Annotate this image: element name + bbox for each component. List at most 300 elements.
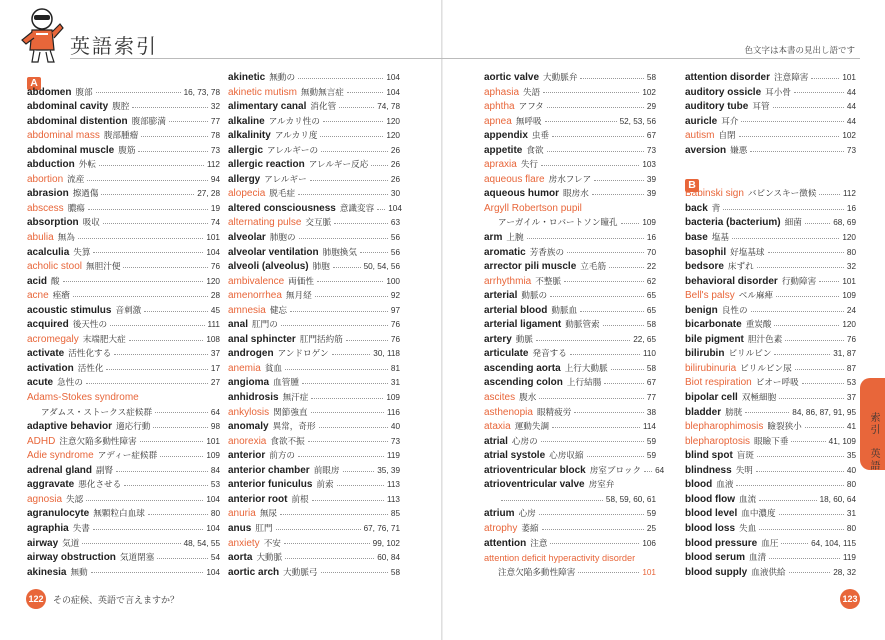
entry-pages: 84, 86, 87, 91, 95 — [792, 407, 856, 417]
index-entry — [228, 391, 400, 406]
leader-dots — [82, 543, 180, 544]
entry-japanese: 血管腫 — [273, 378, 299, 389]
entry-english: bicarbonate — [685, 319, 742, 331]
leader-dots — [774, 325, 839, 326]
entry-english: blepharoptosis — [685, 435, 751, 447]
entry-english: abdominal muscle — [27, 144, 115, 156]
entry-english: ataxia — [484, 421, 511, 433]
entry-japanese: 芳香族の — [529, 247, 565, 258]
leader-dots — [785, 340, 844, 341]
entry-pages: 76 — [390, 334, 400, 344]
leader-dots — [604, 383, 644, 384]
entry-pages: 120 — [842, 233, 856, 243]
entry-pages: 58 — [646, 73, 656, 82]
index-entry — [228, 420, 400, 435]
index-entry — [228, 507, 400, 522]
entry-pages: 113 — [386, 494, 400, 504]
entry-japanese: 注意欠陥多動性障害 — [59, 436, 137, 447]
entry-english: activate — [27, 348, 65, 360]
entry-english: anorexia — [228, 435, 267, 447]
entry-japanese: 房室ブロック — [589, 465, 642, 476]
entry-japanese: 無動の — [269, 73, 296, 83]
index-entry — [228, 333, 400, 348]
entry-japanese: 失算 — [73, 247, 91, 258]
leader-dots — [106, 369, 207, 370]
entry-japanese: 腹腔 — [112, 102, 130, 113]
entry-pages: 64 — [210, 407, 220, 417]
entry-japanese: アーガイル・ロバートソン瞳孔 — [498, 218, 618, 229]
entry-pages: 78 — [210, 131, 220, 141]
entry-english: aphtha — [484, 101, 515, 113]
header-divider — [70, 58, 860, 59]
entry-pages: 74, 78 — [377, 102, 400, 112]
entry-pages: 87 — [846, 363, 856, 373]
leader-dots — [132, 107, 208, 108]
leader-dots — [280, 514, 388, 515]
index-entry — [685, 333, 856, 348]
entry-japanese: 自閉 — [718, 131, 736, 142]
entry-pages: 58 — [646, 363, 656, 373]
entry-english: abrasion — [27, 188, 69, 200]
entry-pages: 70 — [646, 247, 656, 257]
entry-english: bile pigment — [685, 333, 744, 345]
leader-dots — [321, 151, 388, 152]
leader-dots — [114, 354, 208, 355]
entry-english: anus — [228, 522, 252, 534]
entry-pages: 37 — [846, 393, 856, 403]
leader-dots — [794, 92, 844, 93]
entry-pages: 17 — [210, 363, 220, 373]
index-entry — [27, 420, 220, 435]
entry-japanese: 擦過傷 — [72, 189, 99, 200]
entry-pages: 101 — [842, 276, 856, 286]
entry-japanese: 肺胞 — [312, 262, 330, 273]
index-entry — [484, 173, 656, 188]
entry-english: aortic arch — [228, 566, 280, 578]
leader-dots — [550, 543, 639, 544]
entry-pages: 109 — [842, 291, 856, 301]
index-entry — [685, 391, 856, 406]
index-entry — [484, 129, 656, 144]
leader-dots — [73, 296, 208, 297]
leader-dots — [745, 412, 789, 413]
index-entry — [228, 493, 400, 508]
index-entry — [685, 275, 856, 290]
index-entry — [27, 566, 220, 581]
entry-japanese: アレルギーの — [267, 145, 319, 156]
entry-english: airway — [27, 537, 59, 549]
index-entry — [27, 318, 220, 333]
entry-japanese: 耳管 — [752, 102, 770, 113]
entry-english: anterior root — [228, 493, 288, 505]
leader-dots — [339, 107, 374, 108]
leader-dots — [543, 92, 639, 93]
index-entry — [27, 173, 220, 188]
entry-japanese: 失明 — [735, 465, 753, 476]
entry-english: basophil — [685, 246, 727, 258]
entry-pages: 39 — [646, 174, 656, 184]
entry-english: Biot respiration — [685, 377, 752, 389]
index-entry — [27, 464, 220, 479]
entry-pages: 40 — [846, 465, 856, 475]
header-note: 色文字は本書の見出し語です — [744, 46, 855, 56]
entry-english: blindness — [685, 464, 732, 476]
index-entry — [27, 333, 220, 348]
index-entry — [27, 275, 220, 290]
entry-japanese: 上行大動脈 — [564, 363, 608, 374]
leader-dots — [779, 514, 844, 515]
entry-pages: 101 — [206, 233, 220, 243]
entry-english: anterior — [228, 450, 266, 462]
leader-dots — [552, 136, 644, 137]
entry-english: aromatic — [484, 246, 526, 258]
entry-japanese: 急性の — [57, 378, 83, 389]
entry-pages: 31, 87 — [833, 349, 856, 359]
index-entry — [27, 216, 220, 231]
entry-pages: 48, 54, 55 — [183, 538, 220, 548]
entry-english: abdomen — [27, 86, 72, 98]
index-entry — [685, 115, 856, 130]
entry-english: aversion — [685, 144, 727, 156]
entry-pages: 109 — [386, 393, 400, 403]
index-entry — [228, 187, 400, 202]
leader-dots — [347, 92, 383, 93]
entry-english: Adams-Stokes syndrome — [27, 392, 139, 404]
entry-english: ascending aorta — [484, 362, 561, 374]
entry-pages: 101 — [842, 73, 856, 82]
index-column-4 — [685, 71, 856, 580]
entry-pages: 53 — [210, 480, 220, 490]
index-entry — [484, 449, 656, 464]
leader-dots — [609, 267, 644, 268]
leader-dots — [592, 194, 644, 195]
entry-pages: 58 — [390, 567, 400, 577]
entry-english: bilirubin — [685, 348, 725, 360]
entry-japanese: アディー症候群 — [97, 451, 158, 462]
entry-english: acid — [27, 275, 48, 287]
entry-japanese: 注意 — [530, 538, 548, 549]
entry-english: anomaly — [228, 421, 269, 433]
entry-japanese: 腹部膨満 — [131, 116, 166, 127]
entry-english: base — [685, 232, 708, 244]
entry-japanese: 腹水 — [519, 393, 537, 404]
entry-pages: 54 — [210, 553, 220, 563]
leader-dots — [539, 398, 644, 399]
leader-dots — [91, 572, 204, 573]
leader-dots — [723, 209, 843, 210]
index-entry — [685, 566, 856, 581]
book-spine — [441, 0, 443, 640]
entry-japanese: アダムス・ストークス症候群 — [41, 407, 153, 418]
entry-japanese: 外転 — [78, 160, 96, 171]
entry-english: ascending colon — [484, 377, 563, 389]
entry-japanese: 音刺激 — [115, 305, 142, 316]
entry-japanese: ベル麻痺 — [738, 291, 774, 302]
index-entry — [27, 493, 220, 508]
entry-english: abortion — [27, 173, 64, 185]
entry-pages: 112 — [842, 189, 856, 199]
entry-japanese: 耳小骨 — [765, 87, 791, 98]
entry-japanese: 末端肥大症 — [82, 334, 126, 345]
leader-dots — [802, 383, 844, 384]
entry-pages: 80 — [210, 509, 220, 519]
index-entry — [27, 202, 220, 217]
leader-dots — [547, 151, 644, 152]
leader-dots — [319, 427, 388, 428]
leader-dots — [550, 296, 644, 297]
entry-japanese: 気道 — [62, 538, 80, 549]
entry-pages: 67 — [646, 131, 656, 141]
entry-japanese: 食欲不振 — [270, 436, 305, 447]
index-entry — [685, 449, 856, 464]
entry-english: alveoli (alveolus) — [228, 261, 309, 273]
index-entry — [685, 129, 856, 144]
entry-japanese: 立毛筋 — [580, 262, 607, 273]
index-entry — [484, 376, 656, 391]
entry-pages: 62 — [646, 276, 656, 286]
entry-english: amenorrhea — [228, 290, 282, 302]
leader-dots — [819, 194, 840, 195]
index-entry — [228, 318, 400, 333]
leader-dots — [101, 194, 194, 195]
entry-pages: 74 — [210, 218, 220, 228]
entry-japanese: 好塩基球 — [730, 247, 765, 258]
entry-english: ankylosis — [228, 406, 270, 418]
entry-japanese: 食欲 — [526, 145, 544, 156]
entry-japanese: 無顆粒白血球 — [93, 509, 145, 520]
entry-pages: 27 — [210, 378, 220, 388]
entry-japanese: 眼房水 — [563, 189, 589, 200]
entry-pages: 65 — [646, 305, 656, 315]
entry-english: aqueous flare — [484, 173, 545, 185]
leader-dots — [621, 223, 640, 224]
index-entry — [685, 464, 856, 479]
index-entry — [27, 86, 220, 101]
entry-japanese: 肺胞の — [269, 233, 296, 244]
entry-english: ambivalence — [228, 275, 285, 287]
entry-japanese: 床ずれ — [727, 262, 754, 273]
index-entry — [228, 347, 400, 362]
entry-japanese: 動脈血 — [551, 305, 578, 316]
entry-pages: 24 — [846, 305, 856, 315]
leader-dots — [759, 529, 844, 530]
index-entry — [484, 566, 656, 581]
leader-dots — [811, 78, 839, 79]
leader-dots — [343, 471, 375, 472]
entry-japanese: 消化管 — [310, 102, 337, 113]
entry-pages: 28, 32 — [833, 567, 856, 577]
entry-english: acromegaly — [27, 333, 79, 345]
entry-japanese: 適応行動 — [116, 422, 151, 433]
section-letter-badge: A — [27, 77, 41, 90]
index-entry — [228, 71, 400, 86]
entry-japanese: 悪化させる — [78, 480, 122, 491]
index-entry — [484, 406, 656, 421]
entry-english: agnosia — [27, 493, 63, 505]
index-entry — [228, 115, 400, 130]
leader-dots — [741, 121, 843, 122]
entry-pages: 85 — [390, 509, 400, 519]
entry-japanese: 酸 — [51, 276, 60, 287]
entry-english: acquired — [27, 319, 69, 331]
leader-dots — [169, 121, 208, 122]
entry-english: acute — [27, 377, 54, 389]
entry-japanese: 塩基 — [711, 233, 729, 244]
entry-japanese: 血液 — [716, 480, 734, 491]
leader-dots — [732, 238, 839, 239]
entry-japanese: 異常，奇形 — [272, 422, 316, 433]
entry-english: aqueous humor — [484, 188, 560, 200]
entry-pages: 44 — [846, 116, 856, 126]
entry-pages: 114 — [642, 422, 656, 432]
entry-japanese: 注意欠陥多動性障害 — [498, 567, 576, 578]
leader-dots — [547, 107, 644, 108]
index-entry — [484, 347, 656, 362]
leader-dots — [564, 281, 644, 282]
entry-pages: 37 — [210, 349, 220, 359]
entry-pages: 80 — [846, 480, 856, 490]
index-entry — [27, 289, 220, 304]
index-entry — [484, 551, 656, 566]
index-entry — [228, 478, 400, 493]
entry-english: arterial blood — [484, 304, 548, 316]
leader-dots — [140, 441, 204, 442]
index-entry — [228, 246, 400, 261]
entry-pages: 67, 76, 71 — [363, 523, 400, 533]
entry-pages: 18, 60, 64 — [819, 494, 856, 504]
entry-japanese: 耳介 — [721, 116, 739, 127]
index-entry — [685, 231, 856, 246]
entry-japanese: 心房 — [518, 509, 536, 520]
index-entry — [484, 100, 656, 115]
entry-pages: 41, 109 — [828, 436, 856, 446]
index-entry — [484, 493, 656, 508]
entry-pages: 31 — [390, 378, 400, 388]
entry-english: akinesia — [27, 566, 67, 578]
entry-english: androgen — [228, 348, 274, 360]
entry-japanese: 無尿 — [259, 509, 278, 520]
entry-japanese: 無胆汁便 — [86, 262, 121, 273]
index-entry — [484, 115, 656, 130]
leader-dots — [93, 252, 203, 253]
leader-dots — [124, 485, 208, 486]
entry-pages: 26 — [390, 160, 400, 170]
entry-english: artery — [484, 333, 512, 345]
leader-dots — [299, 238, 388, 239]
index-entry — [685, 537, 856, 552]
leader-dots — [739, 136, 840, 137]
entry-japanese: 肺胞換気 — [322, 247, 357, 258]
leader-dots — [587, 456, 644, 457]
entry-english: blood flow — [685, 493, 735, 505]
leader-dots — [93, 529, 203, 530]
index-entry — [685, 522, 856, 537]
entry-pages: 76 — [210, 262, 220, 272]
leader-dots — [160, 456, 203, 457]
entry-japanese: 動脈 — [515, 334, 534, 345]
entry-pages: 120 — [206, 276, 220, 286]
entry-english: bedsore — [685, 261, 724, 273]
index-column-2 — [228, 71, 400, 580]
entry-english: ADHD — [27, 435, 56, 447]
leader-dots — [759, 500, 816, 501]
entry-english: acne — [27, 290, 49, 302]
leader-dots — [298, 78, 383, 79]
leader-dots — [594, 180, 644, 181]
entry-english: acoustic stimulus — [27, 304, 112, 316]
index-entry — [685, 507, 856, 522]
entry-japanese: 失書 — [72, 523, 90, 534]
entry-pages: 56 — [390, 247, 400, 257]
index-entry — [228, 406, 400, 421]
entry-pages: 19 — [210, 203, 220, 213]
index-entry — [228, 173, 400, 188]
index-entry — [484, 144, 656, 159]
entry-english: blind spot — [685, 450, 733, 462]
entry-japanese: 運動失調 — [514, 422, 550, 433]
entry-japanese: 血圧 — [761, 538, 779, 549]
index-entry — [27, 537, 220, 552]
entry-pages: 64, 104, 115 — [811, 538, 856, 548]
index-entry — [685, 318, 856, 333]
entry-pages: 102 — [842, 131, 856, 141]
entry-pages: 41 — [846, 422, 856, 432]
entry-english: blood — [685, 479, 713, 491]
index-entry — [228, 289, 400, 304]
entry-japanese: 良性の — [721, 305, 748, 316]
entry-pages: 101 — [206, 436, 220, 446]
entry-pages: 77 — [210, 116, 220, 126]
entry-pages: 59 — [646, 451, 656, 461]
index-entry — [27, 129, 220, 144]
entry-english: behavioral disorder — [685, 275, 778, 287]
entry-english: benign — [685, 304, 718, 316]
entry-pages: 16 — [846, 203, 856, 213]
entry-english: apnea — [484, 115, 512, 127]
entry-japanese: 前眼房 — [313, 465, 340, 476]
entry-english: anuria — [228, 508, 256, 520]
entry-japanese: 発音する — [532, 349, 567, 360]
entry-pages: 110 — [642, 349, 656, 359]
entry-english: alkaline — [228, 115, 265, 127]
entry-japanese: 重炭酸 — [745, 320, 772, 331]
entry-japanese: ビリルビン — [728, 349, 772, 360]
index-entry — [228, 522, 400, 537]
entry-english: blood pressure — [685, 537, 758, 549]
leader-dots — [99, 165, 204, 166]
entry-english: atrophy — [484, 522, 518, 534]
index-entry — [484, 187, 656, 202]
footer-text: その症候、英語で言えますか？ — [53, 596, 180, 606]
entry-pages: 109 — [206, 451, 220, 461]
index-entry — [27, 231, 220, 246]
index-entry — [228, 435, 400, 450]
entry-english: bilirubinuria — [685, 362, 737, 374]
index-entry — [685, 100, 856, 115]
entry-english: bladder — [685, 406, 722, 418]
index-entry — [484, 478, 656, 493]
entry-japanese: 上行結腸 — [566, 378, 602, 389]
leader-dots — [290, 311, 388, 312]
index-entry — [228, 100, 400, 115]
index-entry — [228, 537, 400, 552]
leader-dots — [603, 325, 644, 326]
entry-japanese: 房水フレア — [548, 174, 592, 185]
entry-english: back — [685, 202, 708, 214]
entry-english: arrhythmia — [484, 275, 532, 287]
entry-pages: 65 — [646, 291, 656, 301]
index-entry — [27, 260, 220, 275]
